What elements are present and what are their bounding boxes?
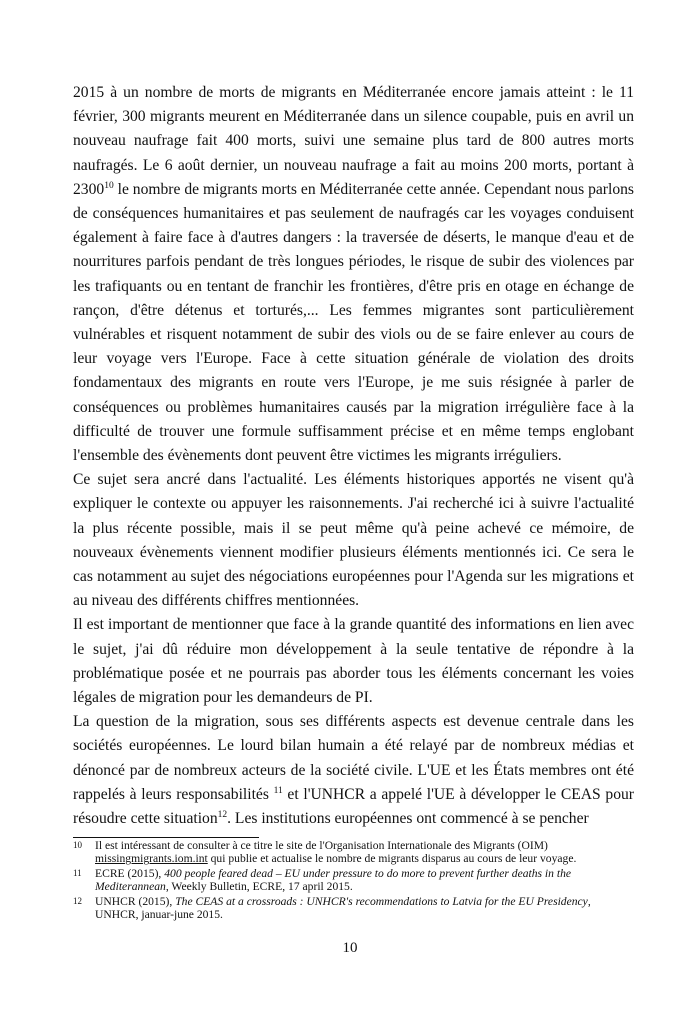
body-text xyxy=(73,81,634,831)
footnote-12 xyxy=(73,895,634,922)
footnote-text: Il est intéressant de consulter à ce titre le site de l'Organisation Internationale des Migrants (OIM) missingmigrants.iom.int qui publie et actualise le nombre de migrants disparus au cours de leur voyage. xyxy=(95,839,577,866)
paragraph-2: Ce sujet sera ancré dans l'actualité. Les éléments historiques apportés ne visent qu'à expliquer le contexte ou appuyer les raisonnements. J'ai recherché ici à suivre l'actualité la plus récente possible, mais il se peut même qu'à peine achevé ce mémoire, de nouveaux évènements viennent modifier plusieurs éléments mentionnés ici. Ce sera le cas notamment au sujet des négociations européennes pour l'Agenda sur les migrations et au niveau des différents chiffres mentionnées. xyxy=(73,471,634,610)
footnotes xyxy=(73,839,634,922)
footnote-ref-12[interactable]: 12 xyxy=(217,810,228,821)
footnote-number: 10 xyxy=(73,840,82,850)
paragraph-3: Il est important de mentionner que face à la grande quantité des informations en lien avec le sujet, j'ai dû réduire mon développement à la seule tentative de répondre à la problématique posée et ne pourrais pas aborder tous les éléments concernant les voies légales de migration pour les demandeurs de PI. xyxy=(73,616,634,707)
footnote-text: UNHCR (2015), The CEAS at a crossroads : UNHCR's recommendations to Latvia for the EU Presidency, UNHCR, januar-june 2015. xyxy=(95,894,591,922)
footnote-10 xyxy=(73,839,634,866)
footnote-text: ECRE (2015), 400 people feared dead – EU under pressure to do more to prevent further deaths in the Mediterannean, Weekly Bulletin, ECRE, 17 april 2015. xyxy=(95,866,572,894)
footnote-number: 11 xyxy=(73,867,82,878)
footnote-separator xyxy=(73,837,259,838)
footnote-title: The CEAS at a crossroads : UNHCR's recommendations to Latvia for the EU Presidency xyxy=(175,894,588,908)
footnote-title: 400 people feared dead – EU under pressure to do more to prevent further deaths in the Mediterannean xyxy=(95,866,572,894)
footnote-number: 12 xyxy=(73,895,82,906)
footnote-11 xyxy=(73,867,634,894)
paragraph-4: La question de la migration, sous ses différents aspects est devenue centrale dans les sociétés européennes. Le lourd bilan humain a été relayé par de nombreux médias et dénoncé par de nombreux acteurs de la société civile. L'UE et les États membres ont été rappelés à leurs responsabilités $^{11}$ et l'UNHCR a appelé l'UE à développer le CEAS pour résoudre cette situation$^{12}$. Les institutions européennes ont commencé à se pencher xyxy=(73,713,634,828)
footnote-ref-10[interactable]: 10 xyxy=(104,180,114,191)
paragraph-1: 2015 à un nombre de morts de migrants en Méditerranée encore jamais atteint : le 11 février, 300 migrants meurent en Méditerranée dans un silence coupable, puis en avril un nouveau naufrage fait 400 morts, suivi une semaine plus tard de 800 autres morts naufragés. Le 6 août dernier, un nouveau naufrage a fait au moins 200 morts, portant à 2300$^{10}$ le nombre de migrants morts en Méditerranée cette année. Cependant nous parlons de conséquences humanitaires et pas seulement de naufragés car les voyages conduisent également à faire face à d'autres dangers : la traversée de déserts, le manque d'eau et de nourritures parfois pendant de très longues périodes, le risque de subir des violences par les trafiquants ou en tentant de franchir les frontières, d'être pris en otage en échange de rançon, d'être détenus et torturés,... Les femmes migrantes sont particulièrement vulnérables et risquent notamment de subir des viols ou de se faire enlever au cours de leur voyage vers l'Europe. Face à cette situation générale de violation des droits fondamentaux des migrants en route vers l'Europe, je me suis résignée à parler de conséquences ou problèmes humanitaires causés par la migration irrégulière face à la difficulté de trouver une formule suffisamment précise et en même temps englobant l'ensemble des évènements dont peuvent être victimes les migrants irréguliers. xyxy=(73,84,634,465)
page-number: 10 xyxy=(342,940,358,956)
oim-link[interactable]: missingmigrants.iom.int xyxy=(95,852,208,866)
footnote-ref-11[interactable]: 11 xyxy=(273,785,283,796)
